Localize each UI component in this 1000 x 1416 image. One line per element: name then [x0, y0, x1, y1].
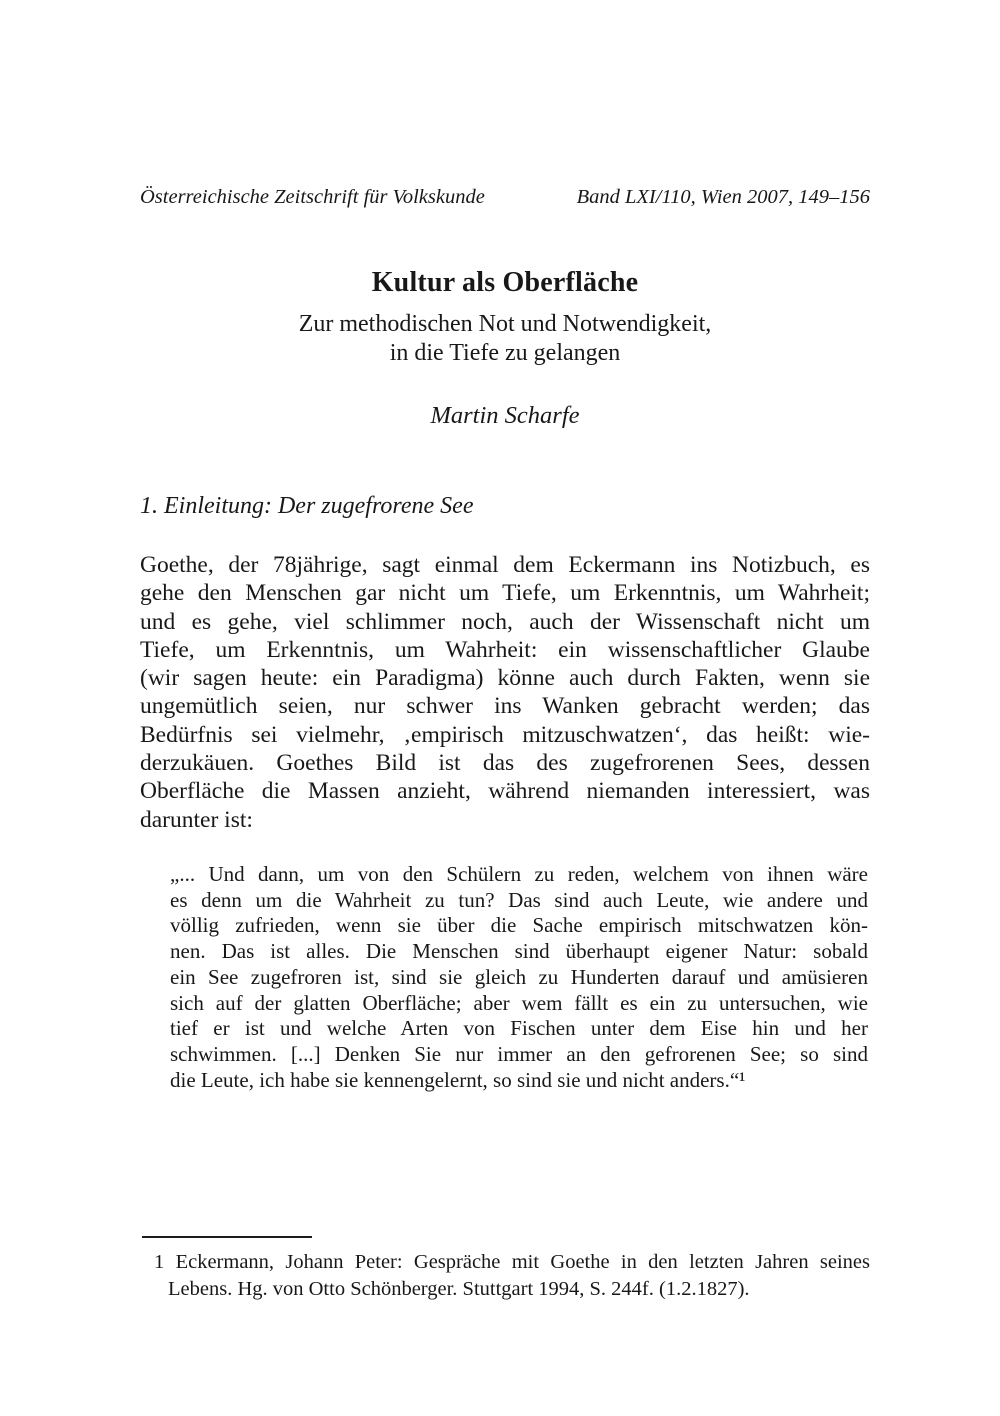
footnote-rule — [142, 1236, 312, 1238]
text-line: Tiefe, um Erkenntnis, um Wahrheit: ein wissenschaftlicher Glaube — [140, 636, 870, 663]
text-line: Bedürfnis sei vielmehr, ‚empirisch mitzuschwatzen‘, das heißt: wie- — [140, 721, 870, 748]
text-line: und es gehe, viel schlimmer noch, auch der Wissenschaft nicht um — [140, 608, 870, 635]
body-paragraph — [140, 551, 870, 834]
text-line: gehe den Menschen gar nicht um Tiefe, um Erkenntnis, um Wahrheit; — [140, 580, 870, 607]
subtitle-line-1: Zur methodischen Not und Notwendigkeit, — [298, 311, 712, 337]
quote-line: nen. Das ist alles. Die Menschen sind überhaupt eigener Natur: sobald — [170, 939, 868, 964]
subtitle-line-2: in die Tiefe zu gelangen — [389, 340, 621, 366]
text-line: (wir sagen heute: ein Paradigma) könne auch durch Fakten, wenn sie — [140, 665, 870, 692]
author-name: Martin Scharfe — [430, 402, 580, 429]
text-line: ungemütlich seien, nur schwer ins Wanken gebracht werden; das — [140, 693, 870, 720]
quote-line: tief er ist und welche Arten von Fischen unter dem Eise hin und her — [170, 1016, 868, 1041]
footnote-line: 1 Eckermann, Johann Peter: Gespräche mit Goethe in den letzten Jahren seines — [154, 1251, 870, 1273]
quote-block — [170, 862, 868, 1093]
footnote — [140, 1249, 870, 1302]
article-title: Kultur als Oberfläche — [371, 267, 639, 298]
quote-line: es denn um die Wahrheit zu tun? Das sind auch Leute, wie andere und — [170, 887, 868, 912]
text-line: darunter ist: — [140, 806, 253, 833]
quote-line: schwimmen. [...] Denken Sie nur immer an den gefrorenen See; so sind — [170, 1041, 868, 1066]
text-line: Oberfläche die Massen anzieht, während niemanden interessiert, was — [140, 778, 870, 805]
quote-line: völlig zufrieden, wenn sie über die Sache empirisch mitschwatzen kön- — [170, 913, 868, 938]
quote-line: die Leute, ich habe sie kennengelernt, so sind sie und nicht anders.“¹ — [170, 1067, 746, 1092]
running-head — [140, 186, 870, 209]
quote-line: „... Und dann, um von den Schülern zu reden, welchem von ihnen wäre — [170, 862, 868, 886]
section-heading: 1. Einleitung: Der zugefrorene See — [140, 493, 474, 519]
quote-line: ein See zugefroren ist, sind sie gleich zu Hunderten darauf und amüsieren — [170, 964, 868, 989]
journal-title: Österreichische Zeitschrift für Volkskunde — [140, 186, 485, 208]
text-line: derzukäuen. Goethes Bild ist das des zugefrorenen Sees, dessen — [140, 750, 870, 777]
text-line: Goethe, der 78jährige, sagt einmal dem Eckermann ins Notizbuch, es — [140, 552, 870, 578]
article-subtitle — [140, 310, 870, 368]
issue-citation: Band LXI/110, Wien 2007, 149–156 — [576, 186, 870, 208]
footnote-line: Lebens. Hg. von Otto Schönberger. Stuttgart 1994, S. 244f. (1.2.1827). — [168, 1277, 750, 1300]
quote-line: sich auf der glatten Oberfläche; aber wem fällt es ein zu untersuchen, wie — [170, 990, 868, 1015]
